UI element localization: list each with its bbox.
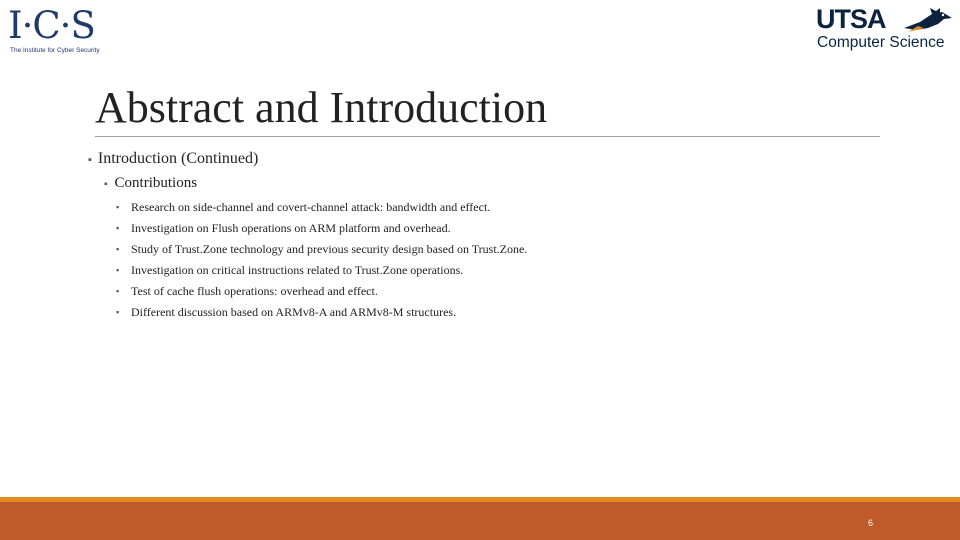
ics-logo-tagline: The Institute for Cyber Security [10, 47, 100, 54]
level2-bullet [104, 175, 197, 192]
list-item [116, 304, 527, 325]
list-item [116, 262, 527, 283]
level2-text: Contributions [114, 175, 198, 191]
roadrunner-icon [902, 6, 954, 36]
ics-logo-mark: I·C·S [8, 4, 95, 47]
square-bullet-icon: ▪ [104, 179, 108, 190]
level1-text: Introduction (Continued) [97, 150, 259, 167]
list-item [116, 220, 527, 241]
list-item-text: Investigation on critical instructions related to Trust.Zone operations. [131, 263, 464, 277]
utsa-logo-mark: UTSA [816, 4, 886, 34]
square-bullet-icon: ▪ [116, 223, 120, 233]
footer-bar [0, 502, 960, 540]
level1-bullet [88, 150, 258, 168]
list-item-text: Research on side-channel and covert-channel attack: bandwidth and effect. [131, 200, 491, 214]
list-item [116, 241, 527, 262]
square-bullet-icon: ▪ [116, 286, 120, 296]
utsa-logo-subtitle: Computer Science [817, 34, 945, 51]
list-item [116, 199, 527, 220]
title-divider [95, 136, 880, 137]
square-bullet-icon: ▪ [116, 307, 120, 317]
square-bullet-icon: ▪ [116, 202, 120, 212]
page-number: 6 [868, 518, 874, 528]
list-item-text: Study of Trust.Zone technology and previous security design based on Trust.Zone. [131, 242, 528, 256]
slide-title: Abstract and Introduction [95, 83, 548, 132]
list-item [116, 283, 527, 304]
square-bullet-icon: ▪ [116, 244, 120, 254]
ics-logo [8, 4, 108, 58]
list-item-text: Investigation on Flush operations on ARM platform and overhead. [131, 221, 451, 235]
list-item-text: Different discussion based on ARMv8-A and ARMv8-M structures. [131, 305, 457, 319]
contributions-list [116, 199, 527, 325]
square-bullet-icon: ▪ [116, 265, 120, 275]
list-item-text: Test of cache flush operations: overhead and effect. [131, 284, 378, 298]
square-bullet-icon: ▪ [88, 154, 92, 166]
utsa-logo [816, 6, 956, 54]
